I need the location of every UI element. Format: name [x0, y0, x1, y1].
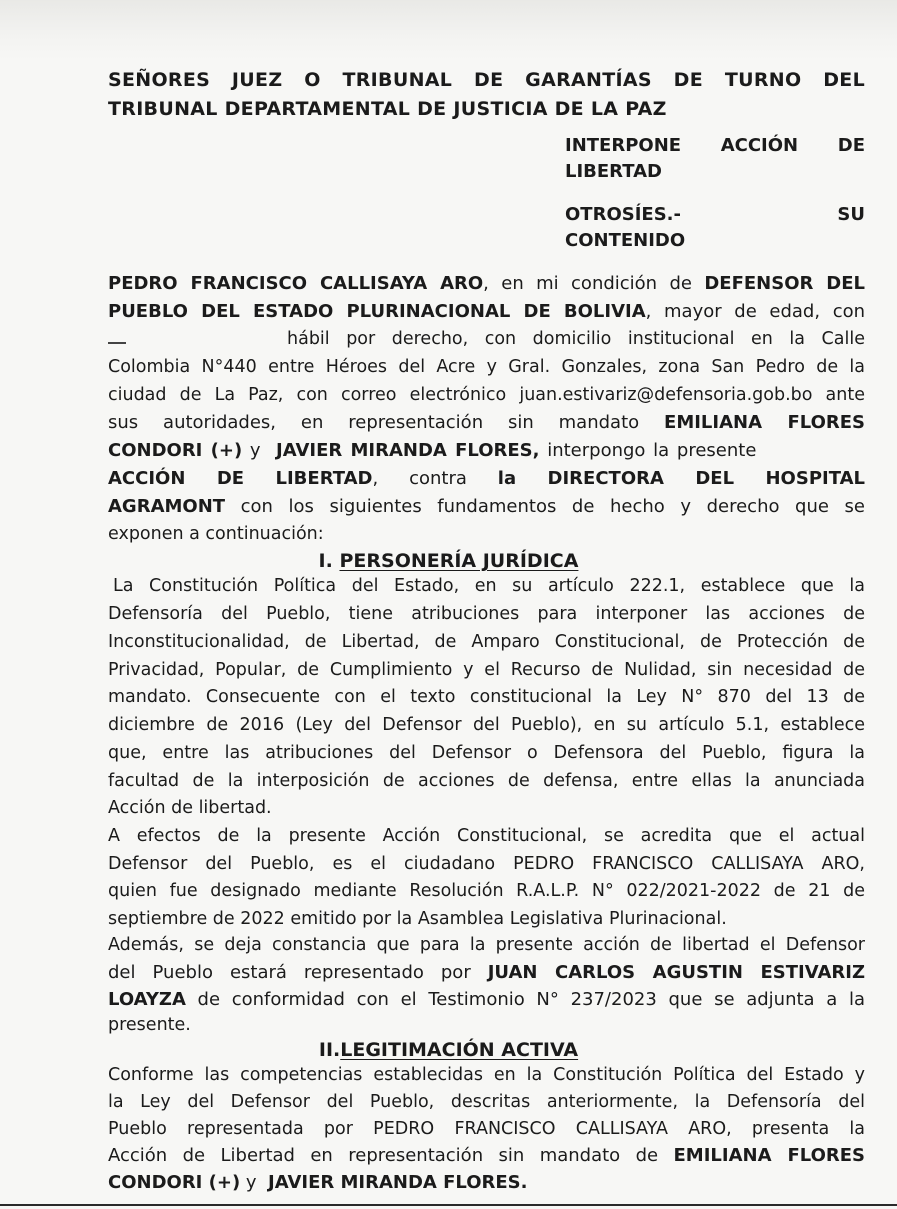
name-juan-carlos: JUAN CARLOS AGUSTIN ESTIVARIZ [487, 962, 865, 983]
s1-p3-line-3 [108, 989, 865, 1011]
s2-line-4 [108, 1145, 865, 1167]
addressee-line-2: TRIBUNAL DEPARTAMENTAL DE JUSTICIA DE LA PAZ [108, 98, 667, 120]
sumilla-accion-line-2: LIBERTAD [565, 161, 662, 182]
scan-shadow [0, 0, 897, 60]
name-javier-2: JAVIER MIRANDA FLORES. [268, 1172, 528, 1193]
s1-p1-line-7: que, entre las atribuciones del Defensor o Defensora del Pueblo, figura la [108, 743, 865, 763]
name-loayza: LOAYZA [108, 989, 186, 1010]
section-1-heading [0, 549, 897, 573]
sumilla-su-label: SU [837, 204, 865, 225]
accion-libertad: ACCIÓN DE LIBERTAD [108, 468, 373, 489]
section-2-number: II. [318, 1039, 341, 1061]
s1-p3-line-4: presente. [108, 1015, 191, 1035]
s1-p3-line-1: Además, se deja constancia que para la presente acción de libertad el Defensor [108, 935, 865, 955]
name-defensor: PEDRO FRANCISCO CALLISAYA ARO [108, 273, 484, 294]
s1-p2-line-1: A efectos de la presente Acción Constitucional, se acredita que el actual [108, 826, 865, 846]
sumilla-otrosies [565, 202, 865, 254]
addressee-block [108, 66, 865, 124]
name-javier: JAVIER MIRANDA FLORES, [276, 440, 540, 461]
s1-text: de conformidad con el Testimonio N° 237/2023 que se adjunta a la [185, 989, 865, 1010]
redacted-mark [108, 342, 126, 344]
section-1-title: PERSONERÍA JURÍDICA [339, 550, 579, 572]
s1-p2-line-2: Defensor del Pueblo, es el ciudadano PEDRO FRANCISCO CALLISAYA ARO, [108, 854, 865, 874]
sumilla-accion [565, 133, 865, 185]
addressee-line-1: SEÑORES JUEZ O TRIBUNAL DE GARANTÍAS DE TURNO DEL [108, 69, 865, 91]
directora-hospital: la DIRECTORA DEL HOSPITAL [497, 468, 865, 489]
intro-text: sus autoridades, en representación sin mandato [108, 412, 665, 433]
name-emiliana-2: EMILIANA FLORES [673, 1145, 865, 1166]
s1-p1-line-1: La Constitución Política del Estado, en su artículo 222.1, establece que la [113, 576, 865, 596]
intro-line-9 [108, 496, 865, 518]
hospital-agramont: AGRAMONT [108, 496, 226, 517]
intro-line-6 [108, 412, 865, 434]
section-2-title: LEGITIMACIÓN ACTIVA [340, 1039, 579, 1061]
name-condori: CONDORI (+) [108, 440, 243, 461]
intro-line-8 [108, 468, 865, 490]
s2-line-2: la Ley del Defensor del Pueblo, descritas anteriormente, la Defensoría del [108, 1092, 865, 1112]
name-emiliana: EMILIANA FLORES [664, 412, 865, 433]
section-2-heading [0, 1038, 897, 1062]
intro-line-4: Colombia N°440 entre Héroes del Acre y Gral. Gonzales, zona San Pedro de la [108, 357, 865, 377]
cargo-defensor: DEFENSOR DEL [704, 273, 865, 294]
section-1-number: I. [318, 550, 333, 572]
cargo-defensor-cont: PUEBLO DEL ESTADO PLURINACIONAL DE BOLIVIA [108, 301, 646, 322]
intro-line-1 [108, 273, 865, 295]
s1-p1-line-9: Acción de libertad. [108, 798, 272, 818]
s2-line-1: Conforme las competencias establecidas en la Constitución Política del Estado y [108, 1065, 865, 1085]
sumilla-accion-line-1: INTERPONE ACCIÓN DE [565, 135, 865, 156]
intro-text: , en mi condición de [483, 273, 705, 294]
s1-p1-line-2: Defensoría del Pueblo, tiene atribuciones para interponer las acciones de [108, 604, 865, 624]
s2-text: y [240, 1172, 263, 1193]
intro-text: , mayor de edad, con [645, 301, 866, 322]
s1-p1-line-5: mandato. Consecuente con el texto constitucional la Ley N° 870 del 13 de [108, 687, 865, 707]
s1-p3-line-2 [108, 962, 865, 984]
s1-p2-line-4: septiembre de 2022 emitido por la Asamblea Legislativa Plurinacional. [108, 909, 727, 929]
intro-line-3: hábil por derecho, con domicilio institucional en la Calle [287, 329, 865, 349]
intro-line-10: exponen a continuación: [108, 524, 324, 544]
s1-text: del Pueblo estará representado por [108, 962, 488, 983]
s1-p2-line-3: quien fue designado mediante Resolución R.A.L.P. N° 022/2021-2022 de 21 de [108, 881, 865, 901]
intro-text: con los siguientes fundamentos de hecho y derecho que se [225, 496, 865, 517]
s2-text: Acción de Libertad en representación sin mandato de [108, 1145, 674, 1166]
sumilla-otrosies-label: OTROSÍES.- [565, 204, 681, 225]
s2-line-5 [108, 1172, 865, 1194]
name-condori-2: CONDORI (+) [108, 1172, 241, 1193]
page-bottom-edge [0, 1204, 897, 1206]
s1-p1-line-6: diciembre de 2016 (Ley del Defensor del Pueblo), en su artículo 5.1, establece [108, 715, 865, 735]
intro-text: , contra [372, 468, 498, 489]
s2-line-3: Pueblo representada por PEDRO FRANCISCO CALLISAYA ARO, presenta la [108, 1119, 865, 1139]
sumilla-otrosies-line-2: CONTENIDO [565, 230, 686, 251]
intro-line-2 [108, 301, 865, 323]
intro-text: y [242, 440, 269, 461]
s1-p1-line-3: Inconstitucionalidad, de Libertad, de Amparo Constitucional, de Protección de [108, 632, 865, 652]
intro-line-7 [108, 440, 865, 462]
sumilla-otrosies-line-1 [565, 202, 865, 228]
s1-p1-line-4: Privacidad, Popular, de Cumplimiento y el Recurso de Nulidad, sin necesidad de [108, 660, 865, 680]
intro-text: interpongo la presente [539, 440, 757, 461]
s1-p1-line-8: facultad de la interposición de acciones de defensa, entre ellas la anunciada [108, 771, 865, 791]
intro-line-5: ciudad de La Paz, con correo electrónico juan.estivariz@defensoria.gob.bo ante [108, 385, 865, 405]
